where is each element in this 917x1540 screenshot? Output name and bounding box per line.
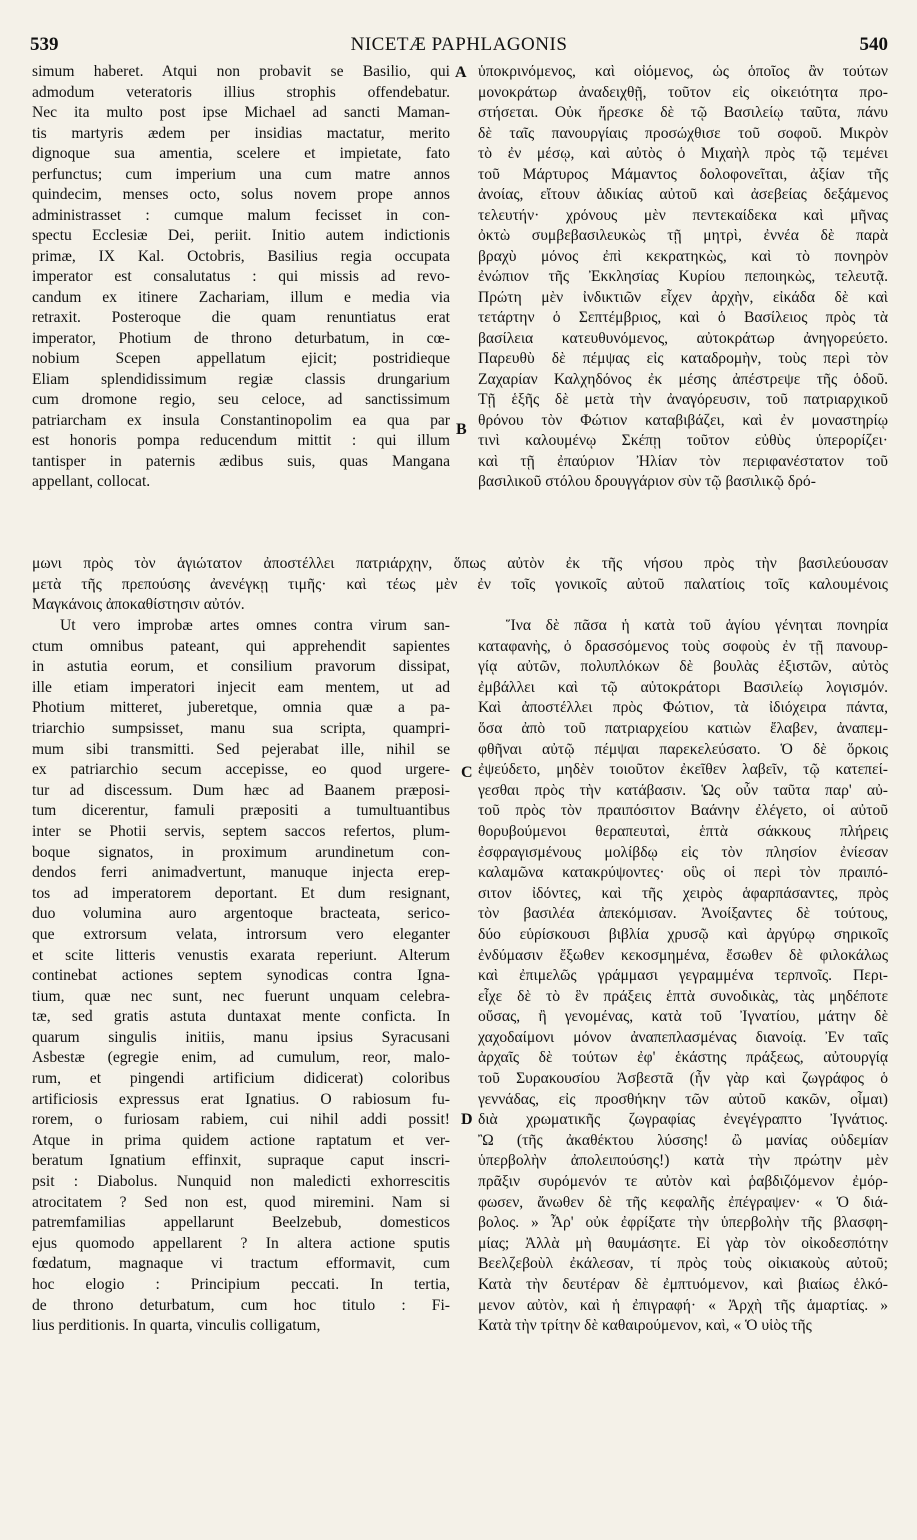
text-line: ὑπερβολὴν ἀπολειπούσης!) κατὰ τὴν πρώτην μὲν (478, 1152, 888, 1170)
text-line: ctum omnibus pateant, qui apprehendit sapientes (32, 637, 450, 655)
text-line: τὸ ἐν μέσῳ, καὶ αὐτὸς ὁ Μιχαὴλ πρὸς τῷ τεμένει (478, 145, 888, 162)
text-line: θρόνου τὸν Φώτιον καταβιβάζει, καὶ ἐν μοναστηρίῳ (478, 411, 888, 429)
text-line: simum haberet. Atqui non probavit se Basilio, qui (32, 63, 450, 80)
text-line: μίας; Ἀλλὰ μὴ θαυμάσητε. Εἰ γὰρ τὸν οἰκοδεσπότην (478, 1234, 888, 1252)
text-line: τοῦ Συρακουσίου Ἀσβεστᾶ (ἦν γὰρ καὶ ζωγράφος ὁ (478, 1070, 888, 1088)
text-line: τετάρτην ὁ Σεπτέμβριος, καὶ ὁ Βασίλειος πρὸς τὰ (478, 309, 888, 326)
margin-letter-b: B (456, 421, 467, 438)
text-line: dendos ferri animadvertunt, manuque injecta erep- (32, 864, 450, 882)
text-line: ἐμβάλλει καὶ τῷ αὐτοκράτορι Βασιλείῳ λογισμόν. (478, 678, 888, 696)
text-line: rum, et pingendi artificium didicerat) coloribus (32, 1070, 450, 1088)
text-line: Καὶ ἀποστέλλει πρὸς Φώτιον, τὰ ἰδιόχειρα πάντα, (478, 699, 888, 717)
text-line: quindecim, menses octo, solus novem prope annos (32, 186, 450, 203)
margin-letter-a: A (455, 64, 467, 81)
text-line: τοῦ Μάρτυρος Μάμαντος δολοφονεῖται, ἀξίαν τῆς (478, 165, 888, 183)
text-line: μετὰ τῆς πρεπούσης ἀνενέγκῃ τιμῆς· καὶ τέως μὲν ἐν τοῖς γονικοῖς αὐτοῦ παλατίοις τοῖς καλουμένοις (32, 575, 888, 593)
text-line: perfunctus; cum imperium una cum matre annos (32, 165, 450, 183)
text-line: ex patriarchio secum accepisse, eo quod urgere- (32, 761, 450, 779)
text-line: ὑποκρινόμενος, καὶ οἰόμενος, ὡς ὁποῖος ἂν τούτων (478, 63, 888, 80)
text-line: Ut vero improbæ artes omnes contra virum san- (60, 617, 450, 634)
running-header (30, 34, 888, 60)
text-line: ὅσα ἀπὸ τοῦ πατριαρχείου κατιὼν ἔλαβεν, ἀναπεμ- (478, 719, 888, 737)
text-line: Τῇ ἑξῆς δὲ μετὰ τὴν ἀναγόρευσιν, τοῦ πατριαρχικοῦ (478, 391, 888, 408)
text-line: φωσεν, ἄνωθεν δὲ τῆς κεφαλῆς ἐπέγραψεν· « Ὁ διά- (478, 1193, 888, 1211)
text-line: χαχοδαίμονι μόνον ἀναπεπλασμένας διανοίᾳ. Ἐν ταῖς (478, 1028, 888, 1046)
text-line: Κατὰ τὴν τρίτην δὲ καθαιρούμενον, καὶ, « Ὁ υἱὸς τῆς (478, 1317, 812, 1335)
text-line: patremfamilias appellarunt Beelzebub, domesticos (32, 1214, 450, 1232)
text-line: tos ad imperatorem deportant. Et dum resignant, (32, 884, 450, 902)
text-line: καὶ ἐπιμελῶς γράμμασι γεγραμμένα τερπνοῖς. Περι- (478, 967, 888, 985)
text-line: candum ex itinere Zachariam, illum e media via (32, 288, 450, 306)
text-line: psit : Diabolus. Nunquid non maledicti exhorrescitis (32, 1173, 450, 1191)
text-line: nobium Scepen appellatum ejicit; postridieque (32, 350, 450, 367)
text-line: lius perditionis. In quarta, vinculis colligatum, (32, 1317, 321, 1335)
text-line: atrocitatem ? Sed non est, quod miremini. Nam si (32, 1193, 450, 1211)
text-line: continebat actiones septem synodicas contra Igna- (32, 967, 450, 985)
latin-column-bottom (32, 616, 450, 1337)
text-line: τινὶ καλουμένῳ Σκέπῃ τοῦτον εὐθὺς ὑπερορίζει· (478, 432, 888, 449)
text-line: rorem, o furiosam rabiem, cui nihil addi possit! (32, 1111, 450, 1129)
text-line: θορυβούμενοι θεραπευταὶ, ἑπτὰ σάκκους πλήρεις (478, 822, 888, 840)
text-line: ἀρχαῖς δὲ τούτων ἐφ' ἑκάστης πράξεως, αὐτουργίᾳ (478, 1049, 888, 1067)
text-line: καλαμῶνα κατακρύψοντες· οὓς οἱ περὶ τὸν πραιπό- (478, 864, 888, 882)
text-line: de throno deturbatum, cum hoc titulo : Fi- (32, 1296, 450, 1314)
text-line: Asbestæ (egregie enim, ad cumulum, reor, malo- (32, 1049, 450, 1067)
text-line: βασιλικοῦ στόλου δρουγγάριον σὺν τῷ βασιλικῷ δρό- (478, 473, 816, 490)
text-line: administrasset : cumque malum fecisset in con- (32, 206, 450, 224)
text-line: μωνι πρὸς τὸν ἁγιώτατον ἀποστέλλει πατριάρχην, ὅπως αὐτὸν ἐκ τῆς νήσου πρὸς τὴν βασιλεύουσαν (32, 555, 888, 572)
text-line: Atque in prima quidem actione raptatum et ver- (32, 1131, 450, 1149)
text-line: φθῆναι αὐτῷ πέμψαι παρεκελεύσατο. Ὁ δὲ ὅρκοις (478, 740, 888, 758)
margin-letter-c: C (461, 764, 473, 781)
text-line: que extrorsum velata, introrsum vero eleganter (32, 925, 450, 943)
text-line: admodum veteratoris illius strophis offendebatur. (32, 83, 450, 101)
text-line: duo volumina auro argentoque bracteata, serico- (32, 905, 450, 923)
text-line: cum dromone regio, seu celoce, ad sanctissimum (32, 391, 450, 408)
text-line: δὲ ταῖς πανουργίαις προσώχθισε τοῦ σοφοῦ. Μικρὸν (478, 124, 888, 142)
text-line: tæ, sed gratis astuta duntaxat mente conficta. In (32, 1008, 450, 1026)
text-line: ἐψεύδετο, μηδὲν τοιοῦτον ἐκεῖθεν λαβεῖν, τῷ κατεπεί- (478, 761, 888, 779)
text-line: tantisper in paternis ædibus suis, quas Mangana (32, 452, 450, 470)
text-line: ἐσφραγισμένους μολίβδῳ εἰς τὸν πλησίον ἐνίεσαν (478, 843, 888, 861)
text-line: ille etiam imperatori injecit eam mentem, ut ad (32, 678, 450, 696)
text-line: ὀκτὼ συμβεβασιλευκὼς τῇ μητρὶ, ἐννέα δὲ παρὰ (478, 227, 888, 244)
text-line: Κατὰ τὴν δευτέραν δὲ ἐμπτυόμενον, καὶ βιαίως ἑλκό- (478, 1276, 888, 1293)
text-line: Μαγκάνοις ἀποκαθίστησιν αὐτόν. (32, 596, 245, 613)
text-line: triarchio sumpsisset, manu sua scripta, quampri- (32, 719, 450, 737)
text-line: Παρευθὺ δὲ πέμψας εἰς καταδρομὴν, τοὺς περὶ τὸν (478, 350, 888, 367)
text-line: εἶχε δὲ τὸ ἓν πράξεις ἑπτὰ συνοδικὰς, τὰς μηδέποτε (478, 987, 888, 1005)
text-line: δύο εὑρίσκουσι βιβλία χρυσῷ καὶ ἀργύρῳ σηρικοῖς (478, 925, 888, 943)
text-line: τὸν βασιλέα ἀπεκόμισαν. Ἀνοίξαντες δὲ τούτους, (478, 905, 888, 923)
text-line: ἀνοίας, εἴτουν ἀδικίας αὐτοῦ καὶ ἀσεβείας δεξάμενος (478, 186, 888, 203)
greek-full-width-block (32, 554, 888, 616)
text-line: tis martyris ædem per insidias mactatur, merito (32, 124, 450, 142)
text-line: patriarcham ex insula Constantinopolim ea qua par (32, 411, 450, 429)
text-line: tum dicerentur, famuli præpositi a tumultuantibus (32, 802, 450, 820)
latin-column-top (32, 62, 450, 493)
text-line: Ὢ (τῆς ἀκαθέκτου λύσσης! ὢ μανίας οὐδεμίαν (478, 1131, 888, 1149)
text-line: ἐνώπιον τῆς Ἐκκλησίας Κυρίου πεποιηκὼς, τελευτᾷ. (478, 268, 888, 285)
text-line: μενον αὐτὸν, καὶ ἡ ἐπιγραφή· « Ἀρχὴ τῆς ἁμαρτίας. » (478, 1296, 888, 1314)
margin-letter-d: D (461, 1111, 473, 1128)
text-line: τοῦ πρὸς τὸν πραιπόσιτον Βαάνην ἐλέγετο, οἱ αὐτοῦ (478, 802, 888, 820)
text-line: mum sibi transmitti. Sed pejerabat ille, nihil se (32, 740, 450, 758)
text-line: inter se Photii servis, septem saccos refertos, plum- (32, 822, 450, 840)
text-line: καὶ τῇ ἐπαύριον Ἠλίαν τὸν περιφανέστατον τοῦ (478, 452, 888, 470)
text-line: boque signatos, in proximum arundinetum con- (32, 843, 450, 861)
text-line: et scite litteris venustis exarata reperiunt. Alterum (32, 946, 450, 964)
text-line: Ἵνα δὲ πᾶσα ἡ κατὰ τοῦ ἁγίου γένηται πονηρία (506, 617, 888, 634)
running-title: NICETÆ PAPHLAGONIS (350, 34, 568, 55)
text-line: βραχὺ μόνος ἐπὶ κεκρατηκὼς, καὶ τὸ πονηρὸν (478, 247, 888, 265)
text-line: στήσεται. Οὐκ ἤρεσκε δὲ τῷ Βασιλείῳ ταῦτα, πάνυ (478, 104, 888, 121)
text-line: Eliam splendidissimum regiæ classis drungarium (32, 370, 450, 388)
text-line: spectu Ecclesiæ Dei, periit. Initio autem indictionis (32, 227, 450, 244)
text-line: καταφανὴς, ὁ δρασσόμενος τοὺς σοφοὺς ἐν τῇ πανουρ- (478, 637, 888, 655)
text-line: in astutia eorum, et consilium pravorum dissipat, (32, 658, 450, 676)
greek-column-top (478, 62, 888, 493)
text-line: Βεελζεβοὺλ ἐκάλεσαν, τί πρὸς τοὺς οἰκιακοὺς αὐτοῦ; (478, 1255, 888, 1273)
text-line: hoc elogio : Principium peccati. In tertia, (32, 1276, 450, 1293)
text-line: artificiosis expressus erat Ignatius. O rabiosum fu- (32, 1090, 450, 1108)
text-line: διὰ χρωματικῆς ζωγραφίας ἐνεγέγραπτο Ἰγνάτιος. (478, 1111, 888, 1129)
text-line: fœdatum, magnaque vi tractum efformavit, cum (32, 1255, 450, 1273)
text-line: est honoris pompa reducendum mittit : qui illum (32, 432, 450, 449)
text-line: σιτον ἰδόντες, καὶ τῆς χειρὸς ἁφαρπάσαντες, πρὸς (478, 884, 888, 902)
text-line: μονοκράτωρ ἀναδειχθῇ, τοῦτον εἰς οἰκειότητα προ- (478, 83, 888, 101)
left-page-number: 539 (30, 34, 59, 55)
text-line: primæ, IX Kal. Octobris, Basilius regia occupata (32, 247, 450, 265)
right-page-number: 540 (859, 34, 888, 55)
text-line: πρᾶξιν συρόμενόν τε αὐτὸν καὶ ῥαβδιζόμενον ἐμόρ- (478, 1173, 888, 1191)
text-line: οὔσας, ἢ γενομένας, κατὰ τοῦ Ἰγνατίου, μάτην δὲ (478, 1008, 888, 1026)
text-line: Πρώτη μὲν ἰνδικτιῶν εἶχεν ἀρχὴν, εἰκάδα δὲ καὶ (478, 288, 888, 306)
text-line: Ζαχαρίαν Καλχηδόνος ἐκ μέσης ἀπέστρεψε τῆς ὁδοῦ. (478, 370, 888, 388)
text-line: dignoque sua amentia, scelere et impietate, fato (32, 145, 450, 162)
text-line: tur ad discessum. Dum hæc ad Baanem præposi- (32, 781, 450, 799)
text-line: γεσθαι πρὸς τὴν κατάβασιν. Ὡς οὖν ταῦτα παρ' αὐ- (478, 781, 888, 799)
text-line: tium, quæ nec sunt, nec fuerunt unquam celebra- (32, 987, 450, 1005)
text-line: appellant, collocat. (32, 473, 151, 490)
text-line: βασίλεια κατευθυνόμενος, αὐτοκράτωρ ἀνηγορεύετο. (478, 329, 888, 347)
text-line: ἐνδύμασιν ἔξωθεν κεκοσμημένα, ἔσωθεν δὲ φιλοκάλως (478, 946, 888, 964)
text-line: ejus quomodo appellarent ? In altera actione sputis (32, 1234, 450, 1252)
text-line: beratum Ignatium effinxit, supraque caput inscri- (32, 1152, 450, 1170)
text-line: τελευτήν· χρόνους μὲν πεντεκαίδεκα καὶ μῆνας (478, 206, 888, 224)
text-line: Nec ita multo post ipse Michael ad sancti Maman- (32, 104, 450, 121)
text-line: γίᾳ αὐτῶν, πολυπλόκων δὲ βουλὰς ἐξιστῶν, αὐτὸς (478, 658, 888, 676)
text-line: βολος. » Ἆρ' οὐκ ἐφρίξατε τὴν ὑπερβολὴν τῆς βλασφη- (478, 1214, 888, 1232)
greek-column-bottom (478, 616, 888, 1337)
text-line: imperator, Photium de throno deturbatum, in cœ- (32, 329, 450, 347)
text-line: imperator est consalutatus : qui missis ad revo- (32, 268, 450, 285)
text-line: γεννάδας, εἰς προσθήκην τῶν αὐτοῦ κακῶν, οἶμαι) (478, 1090, 888, 1108)
text-line: quarum singulis initiis, manu ipsius Syracusani (32, 1028, 450, 1046)
text-line: Photium mitteret, juberetque, omnia quæ a pa- (32, 699, 450, 717)
text-line: retraxit. Posteroque die quam renuntiatus erat (32, 309, 450, 326)
